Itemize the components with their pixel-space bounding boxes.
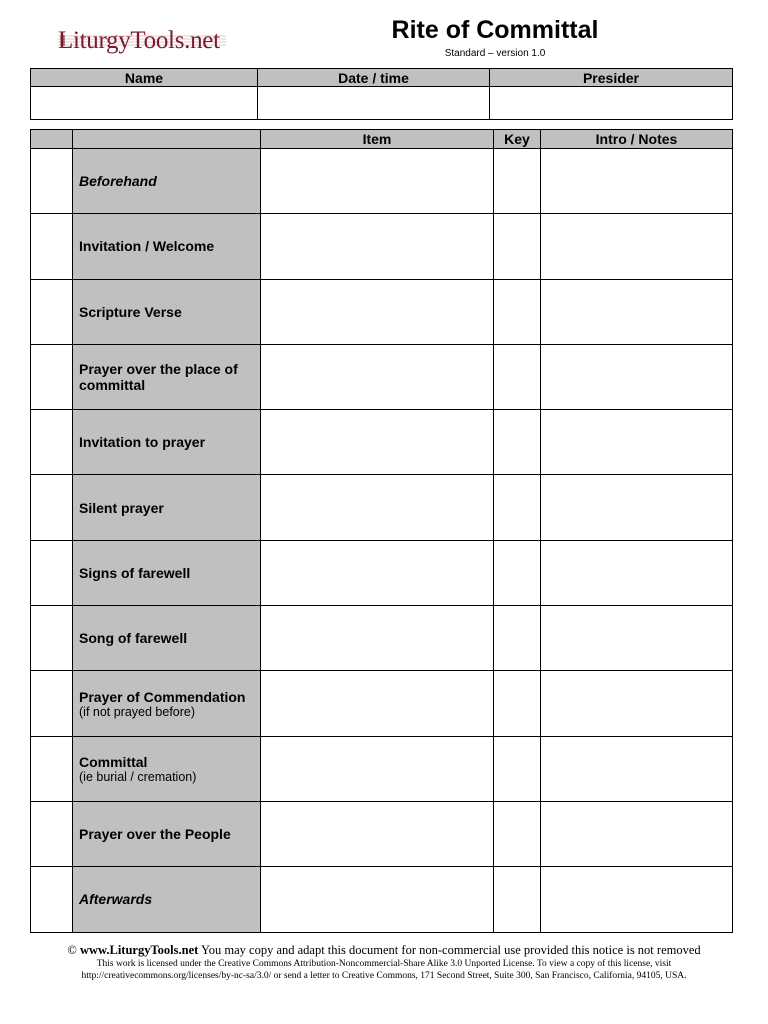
column-header-blank bbox=[31, 130, 73, 149]
table-row bbox=[31, 214, 733, 279]
notes-cell[interactable] bbox=[541, 344, 733, 409]
part-label: Beforehand bbox=[73, 149, 261, 214]
notes-cell[interactable] bbox=[541, 736, 733, 801]
table-row bbox=[31, 540, 733, 605]
table-row bbox=[31, 606, 733, 671]
notes-cell[interactable] bbox=[541, 475, 733, 540]
item-cell[interactable] bbox=[261, 801, 494, 866]
column-header-date-time: Date / time bbox=[258, 69, 490, 87]
notes-cell[interactable] bbox=[541, 214, 733, 279]
table-row bbox=[31, 671, 733, 736]
notes-cell[interactable] bbox=[541, 606, 733, 671]
header-table-input-row bbox=[31, 87, 733, 120]
time-cell[interactable] bbox=[31, 344, 73, 409]
time-cell[interactable] bbox=[31, 867, 73, 932]
table-row bbox=[31, 149, 733, 214]
part-label: Prayer over the place of committal bbox=[73, 344, 261, 409]
key-cell[interactable] bbox=[494, 801, 541, 866]
copyright-symbol: © bbox=[67, 943, 77, 957]
table-row bbox=[31, 801, 733, 866]
table-row bbox=[31, 279, 733, 344]
notes-cell[interactable] bbox=[541, 540, 733, 605]
footer-license bbox=[20, 958, 748, 982]
part-sublabel: (if not prayed before) bbox=[79, 704, 196, 719]
column-header-name: Name bbox=[31, 69, 258, 87]
part-sublabel: (ie burial / cremation) bbox=[79, 769, 197, 784]
item-cell[interactable] bbox=[261, 344, 494, 409]
presider-field[interactable] bbox=[490, 87, 733, 120]
time-cell[interactable] bbox=[31, 149, 73, 214]
column-header-presider: Presider bbox=[490, 69, 733, 87]
order-table bbox=[30, 129, 733, 933]
column-header-part bbox=[73, 130, 261, 149]
table-row bbox=[31, 410, 733, 475]
time-cell[interactable] bbox=[31, 606, 73, 671]
license-line-1: This work is licensed under the Creative Commons Attribution-Noncommercial-Share Alike 3.0 Unported License. To view a copy of this license, visit bbox=[96, 959, 672, 969]
item-cell[interactable] bbox=[261, 410, 494, 475]
table-row bbox=[31, 344, 733, 409]
item-cell[interactable] bbox=[261, 540, 494, 605]
notes-cell[interactable] bbox=[541, 279, 733, 344]
header-table bbox=[30, 68, 733, 120]
part-label: Silent prayer bbox=[73, 475, 261, 540]
key-cell[interactable] bbox=[494, 867, 541, 932]
time-cell[interactable] bbox=[31, 540, 73, 605]
part-label: Signs of farewell bbox=[73, 540, 261, 605]
time-cell[interactable] bbox=[31, 475, 73, 540]
footer-notice bbox=[20, 943, 748, 958]
key-cell[interactable] bbox=[494, 410, 541, 475]
key-cell[interactable] bbox=[494, 606, 541, 671]
item-cell[interactable] bbox=[261, 867, 494, 932]
key-cell[interactable] bbox=[494, 671, 541, 736]
date-time-field[interactable] bbox=[258, 87, 490, 120]
notes-cell[interactable] bbox=[541, 671, 733, 736]
key-cell[interactable] bbox=[494, 475, 541, 540]
part-label: Prayer over the People bbox=[73, 801, 261, 866]
part-label: Prayer of Commendation (if not prayed before) bbox=[73, 671, 261, 736]
logo-text: LiturgyTools.net bbox=[58, 27, 220, 54]
column-header-key: Key bbox=[494, 130, 541, 149]
column-header-item: Item bbox=[261, 130, 494, 149]
footer-site-link[interactable]: www.LiturgyTools.net bbox=[79, 943, 199, 957]
name-field[interactable] bbox=[31, 87, 258, 120]
key-cell[interactable] bbox=[494, 279, 541, 344]
item-cell[interactable] bbox=[261, 475, 494, 540]
page-subtitle: Standard – version 1.0 bbox=[444, 48, 546, 59]
item-cell[interactable] bbox=[261, 606, 494, 671]
item-cell[interactable] bbox=[261, 671, 494, 736]
key-cell[interactable] bbox=[494, 149, 541, 214]
key-cell[interactable] bbox=[494, 540, 541, 605]
notes-cell[interactable] bbox=[541, 801, 733, 866]
time-cell[interactable] bbox=[31, 801, 73, 866]
table-row bbox=[31, 867, 733, 932]
time-cell[interactable] bbox=[31, 410, 73, 475]
key-cell[interactable] bbox=[494, 344, 541, 409]
key-cell[interactable] bbox=[494, 214, 541, 279]
time-cell[interactable] bbox=[31, 736, 73, 801]
part-label: Afterwards bbox=[73, 867, 261, 932]
time-cell[interactable] bbox=[31, 671, 73, 736]
part-label: Committal (ie burial / cremation) bbox=[73, 736, 261, 801]
footer-notice-text: You may copy and adapt this document for non-commercial use provided this notice is not removed bbox=[200, 943, 701, 957]
part-label: Scripture Verse bbox=[73, 279, 261, 344]
license-line-2[interactable]: http://creativecommons.org/licenses/by-nc-sa/3.0/ or send a letter to Creative Commons, 171 Second Street, Suite 300, San Francisco, California, 94105, USA. bbox=[81, 971, 687, 981]
part-label: Song of farewell bbox=[73, 606, 261, 671]
item-cell[interactable] bbox=[261, 279, 494, 344]
notes-cell[interactable] bbox=[541, 867, 733, 932]
item-cell[interactable] bbox=[261, 214, 494, 279]
page-title: Rite of Committal bbox=[391, 16, 599, 44]
column-header-intro-notes: Intro / Notes bbox=[541, 130, 733, 149]
order-table-head-row bbox=[31, 130, 733, 149]
time-cell[interactable] bbox=[31, 214, 73, 279]
table-row bbox=[31, 475, 733, 540]
notes-cell[interactable] bbox=[541, 410, 733, 475]
key-cell[interactable] bbox=[494, 736, 541, 801]
header-table-head-row bbox=[31, 69, 733, 87]
item-cell[interactable] bbox=[261, 736, 494, 801]
time-cell[interactable] bbox=[31, 279, 73, 344]
item-cell[interactable] bbox=[261, 149, 494, 214]
part-label: Invitation to prayer bbox=[73, 410, 261, 475]
notes-cell[interactable] bbox=[541, 149, 733, 214]
part-label: Invitation / Welcome bbox=[73, 214, 261, 279]
logo bbox=[58, 26, 220, 56]
table-row bbox=[31, 736, 733, 801]
